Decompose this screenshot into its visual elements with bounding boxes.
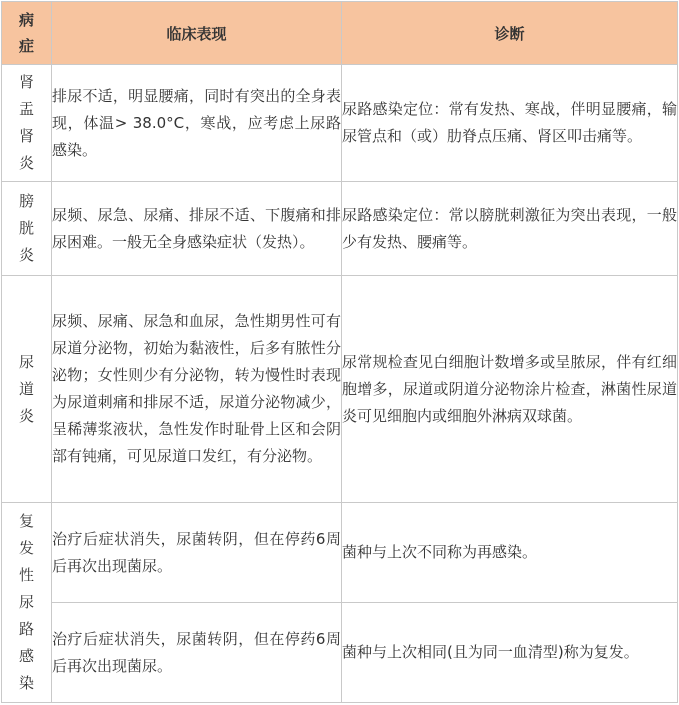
disease-name-char: 复 <box>18 512 34 530</box>
disease-name-char: 尿 <box>18 593 34 611</box>
disease-name-char: 炎 <box>18 246 34 264</box>
header-clinical: 临床表现 <box>52 2 342 65</box>
table-row <box>2 182 678 276</box>
clinical-cell: 排尿不适，明显腰痛，同时有突出的全身表现，体温> 38.0°C，寒战，应考虑上尿路感染。 <box>52 65 342 182</box>
disease-name-char: 尿 <box>18 352 34 371</box>
table-row <box>2 276 678 503</box>
disease-name-urethritis <box>2 276 52 503</box>
diagnosis-cell: 尿常规检查见白细胞计数增多或呈脓尿，伴有红细胞增多，尿道或阴道分泌物涂片检查，淋菌性尿道炎可见细胞内或细胞外淋病双球菌。 <box>342 276 678 503</box>
disease-name-char: 道 <box>18 379 34 398</box>
disease-name-char: 肾 <box>18 127 34 145</box>
disease-name-char: 炎 <box>18 406 34 425</box>
disease-name-recurrent-uti <box>2 503 52 703</box>
table-row <box>2 65 678 182</box>
disease-name-cystitis <box>2 182 52 276</box>
diagnosis-cell: 菌种与上次相同(且为同一血清型)称为复发。 <box>342 603 678 703</box>
header-disease-char: 症 <box>18 37 34 55</box>
table-row <box>2 603 678 703</box>
clinical-cell: 尿频、尿痛、尿急和血尿，急性期男性可有尿道分泌物，初始为黏液性，后多有脓性分泌物；女性则少有分泌物，转为慢性时表现为尿道刺痛和排尿不适，尿道分泌物减少，呈稀薄浆液状，急性发作时耻骨上区和会阴部有钝痛，可见尿道口发红，有分泌物。 <box>52 276 342 503</box>
disease-name-pyelonephritis <box>2 65 52 182</box>
disease-name-char: 性 <box>18 566 34 584</box>
disease-name-char: 膀 <box>18 192 34 210</box>
diagnosis-cell: 菌种与上次不同称为再感染。 <box>342 503 678 603</box>
disease-name-char: 感 <box>18 647 34 665</box>
diagnosis-cell: 尿路感染定位：常有发热、寒战，伴明显腰痛，输尿管点和（或）肋脊点压痛、肾区叩击痛等。 <box>342 65 678 182</box>
disease-name-char: 肾 <box>18 73 34 91</box>
disease-name-char: 盂 <box>18 100 34 118</box>
clinical-cell: 治疗后症状消失，尿菌转阴，但在停药6周后再次出现菌尿。 <box>52 603 342 703</box>
disease-name-char: 炎 <box>18 154 34 172</box>
disease-name-char: 胱 <box>18 219 34 237</box>
header-disease-char: 病 <box>18 11 34 29</box>
table-row <box>2 503 678 603</box>
table-header-row <box>2 2 678 65</box>
header-disease <box>2 2 52 65</box>
clinical-cell: 尿频、尿急、尿痛、排尿不适、下腹痛和排尿困难。一般无全身感染症状（发热）。 <box>52 182 342 276</box>
header-diagnosis: 诊断 <box>342 2 678 65</box>
diagnosis-cell: 尿路感染定位：常以膀胱刺激征为突出表现，一般少有发热、腰痛等。 <box>342 182 678 276</box>
uti-comparison-table <box>1 1 678 703</box>
disease-name-char: 染 <box>18 674 34 692</box>
disease-name-char: 路 <box>18 620 34 638</box>
clinical-cell: 治疗后症状消失，尿菌转阴，但在停药6周后再次出现菌尿。 <box>52 503 342 603</box>
disease-name-char: 发 <box>18 539 34 557</box>
